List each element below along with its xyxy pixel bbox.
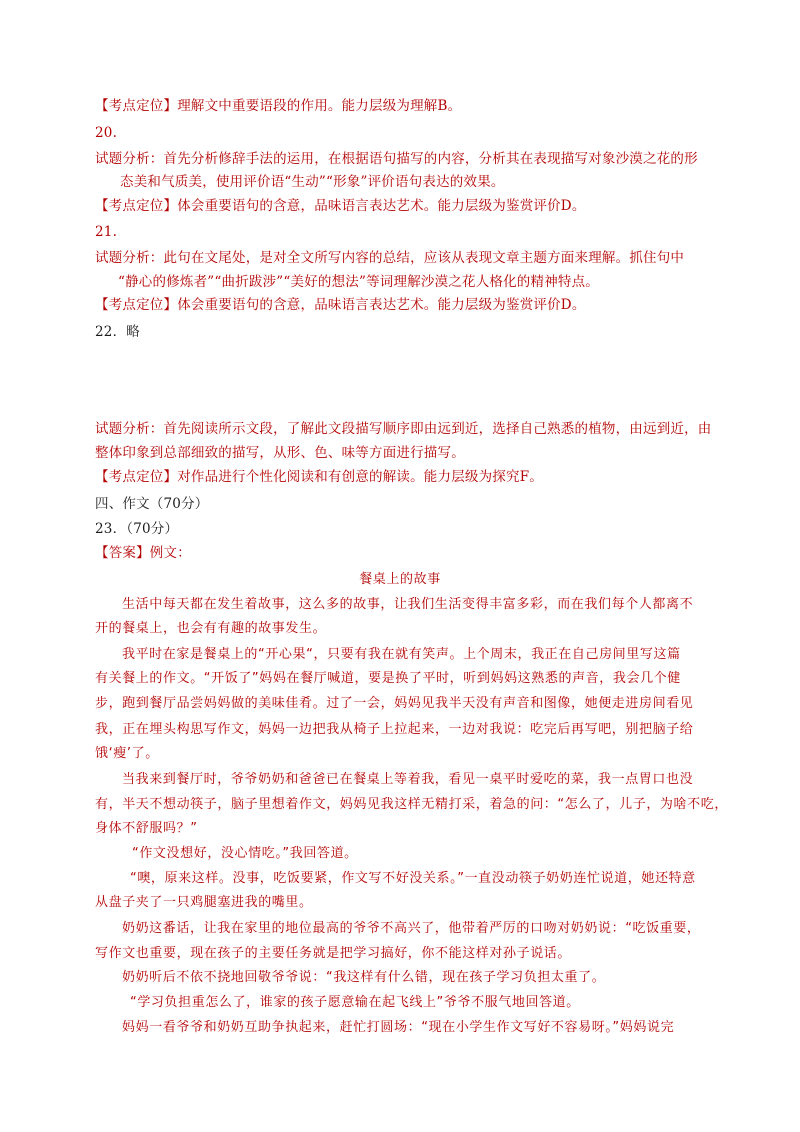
- essay-line: 生活中每天都在发生着故事，这么多的故事，让我们生活变得丰富多彩，而在我们每个人都离不: [122, 597, 694, 612]
- question-number-22: 22．略: [95, 324, 140, 340]
- analysis-20-line1: 试题分析：首先分析修辞手法的运用，在根据语句描写的内容，分析其在表现描写对象沙漠之花的形: [95, 151, 698, 167]
- essay-line: 身体不舒服吗？”: [95, 821, 198, 836]
- essay-line: 妈妈一看爷爷和奶奶互助争执起来，赶忙打圆场：“现在小学生作文写好不容易呀。”妈妈说完: [122, 1020, 675, 1035]
- exam-point-20: 【考点定位】体会重要语句的含意，品味语言表达艺术。能力层级为鉴赏评价D。: [95, 198, 586, 214]
- exam-point-19: 【考点定位】理解文中重要语段的作用。能力层级为理解B。: [95, 98, 462, 114]
- essay-line: 步，跑到餐厅品尝妈妈做的美味佳肴。过了一会，妈妈见我半天没有声音和图像，她便走进房间看见: [95, 696, 694, 711]
- essay-line: 当我来到餐厅时，爷爷奶奶和爸爸已在餐桌上等着我，看见一桌平时爱吃的菜，我一点胃口也没: [122, 772, 694, 787]
- essay-title: 餐桌上的故事: [359, 572, 441, 587]
- analysis-21-line1: 试题分析：此句在文尾处，是对全文所写内容的总结，应该从表现文章主题方面来理解。抓住句中: [95, 250, 685, 266]
- essay-line: 我平时在家是餐桌上的“开心果“，只要有我在就有笑声。上个周末，我正在自己房间里写这篇: [122, 647, 681, 662]
- section-heading-composition: 四、作文（70分）: [95, 496, 209, 512]
- essay-line: 饿‘瘦’了。: [95, 746, 159, 761]
- analysis-22-line2: 整体印象到总部细致的描写，从形、色、味等方面进行描写。: [95, 445, 465, 461]
- analysis-20-line2: 态美和气质美，使用评价语“生动”“形象”评价语句表达的效果。: [120, 174, 505, 190]
- essay-line: 开的餐桌上，也会有有趣的故事发生。: [95, 621, 327, 636]
- exam-point-22: 【考点定位】对作品进行个性化阅读和有创意的解读。能力层级为探究F。: [95, 469, 543, 485]
- question-number-21: 21.: [95, 224, 118, 240]
- exam-point-21: 【考点定位】体会重要语句的含意，品味语言表达艺术。能力层级为鉴赏评价D。: [95, 297, 586, 313]
- essay-line: 有关餐上的作文。“开饭了”妈妈在餐厅喊道，要是换了平时，听到妈妈这熟悉的声音，我会几个健: [95, 671, 681, 686]
- essay-line: 奶奶听后不依不挠地回敬爷爷说：“我这样有什么错，现在孩子学习负担太重了。: [122, 970, 606, 985]
- essay-line: “作文没想好，没心情吃。”我回答道。: [132, 846, 358, 861]
- question-number-20: 20.: [95, 125, 118, 141]
- analysis-22-line1: 试题分析：首先阅读所示文段，了解此文段描写顺序即由远到近，选择自己熟悉的植物，由远到近，由: [95, 421, 712, 437]
- question-number-23: 23．（70分）: [95, 521, 179, 537]
- essay-line: 写作文也重要，现在孩子的主要任务就是把学习搞好，你不能这样对孙子说话。: [95, 946, 572, 961]
- essay-line: “噢，原来这样。没事，吃饭要紧，作文写不好没关系。”一直没动筷子奶奶连忙说道，她还特意: [130, 871, 696, 886]
- essay-line: 从盘子夹了一只鸡腿塞进我的嘴里。: [95, 895, 313, 910]
- essay-line: 有，半天不想动筷子，脑子里想着作文，妈妈见我这样无精打采，着急的问：“怎么了，儿子，为啥不吃，: [95, 797, 728, 812]
- essay-line: “学习负担重怎么了，谁家的孩子愿意输在起飞线上”爷爷不服气地回答道。: [130, 995, 580, 1010]
- essay-line: 我，正在埋头构思写作文，妈妈一边把我从椅子上拉起来，一边对我说：吃完后再写吧，别把脑子给: [95, 722, 694, 737]
- essay-line: 奶奶这番话，让我在家里的地位最高的爷爷不高兴了，他带着严厉的口吻对奶奶说：“吃饭重要，: [122, 921, 701, 936]
- analysis-21-line2: “静心的修炼者”“曲折跋涉”“美好的想法”等词理解沙漠之花人格化的精神特点。: [118, 274, 600, 290]
- answer-label: 【答案】例文：: [95, 545, 191, 561]
